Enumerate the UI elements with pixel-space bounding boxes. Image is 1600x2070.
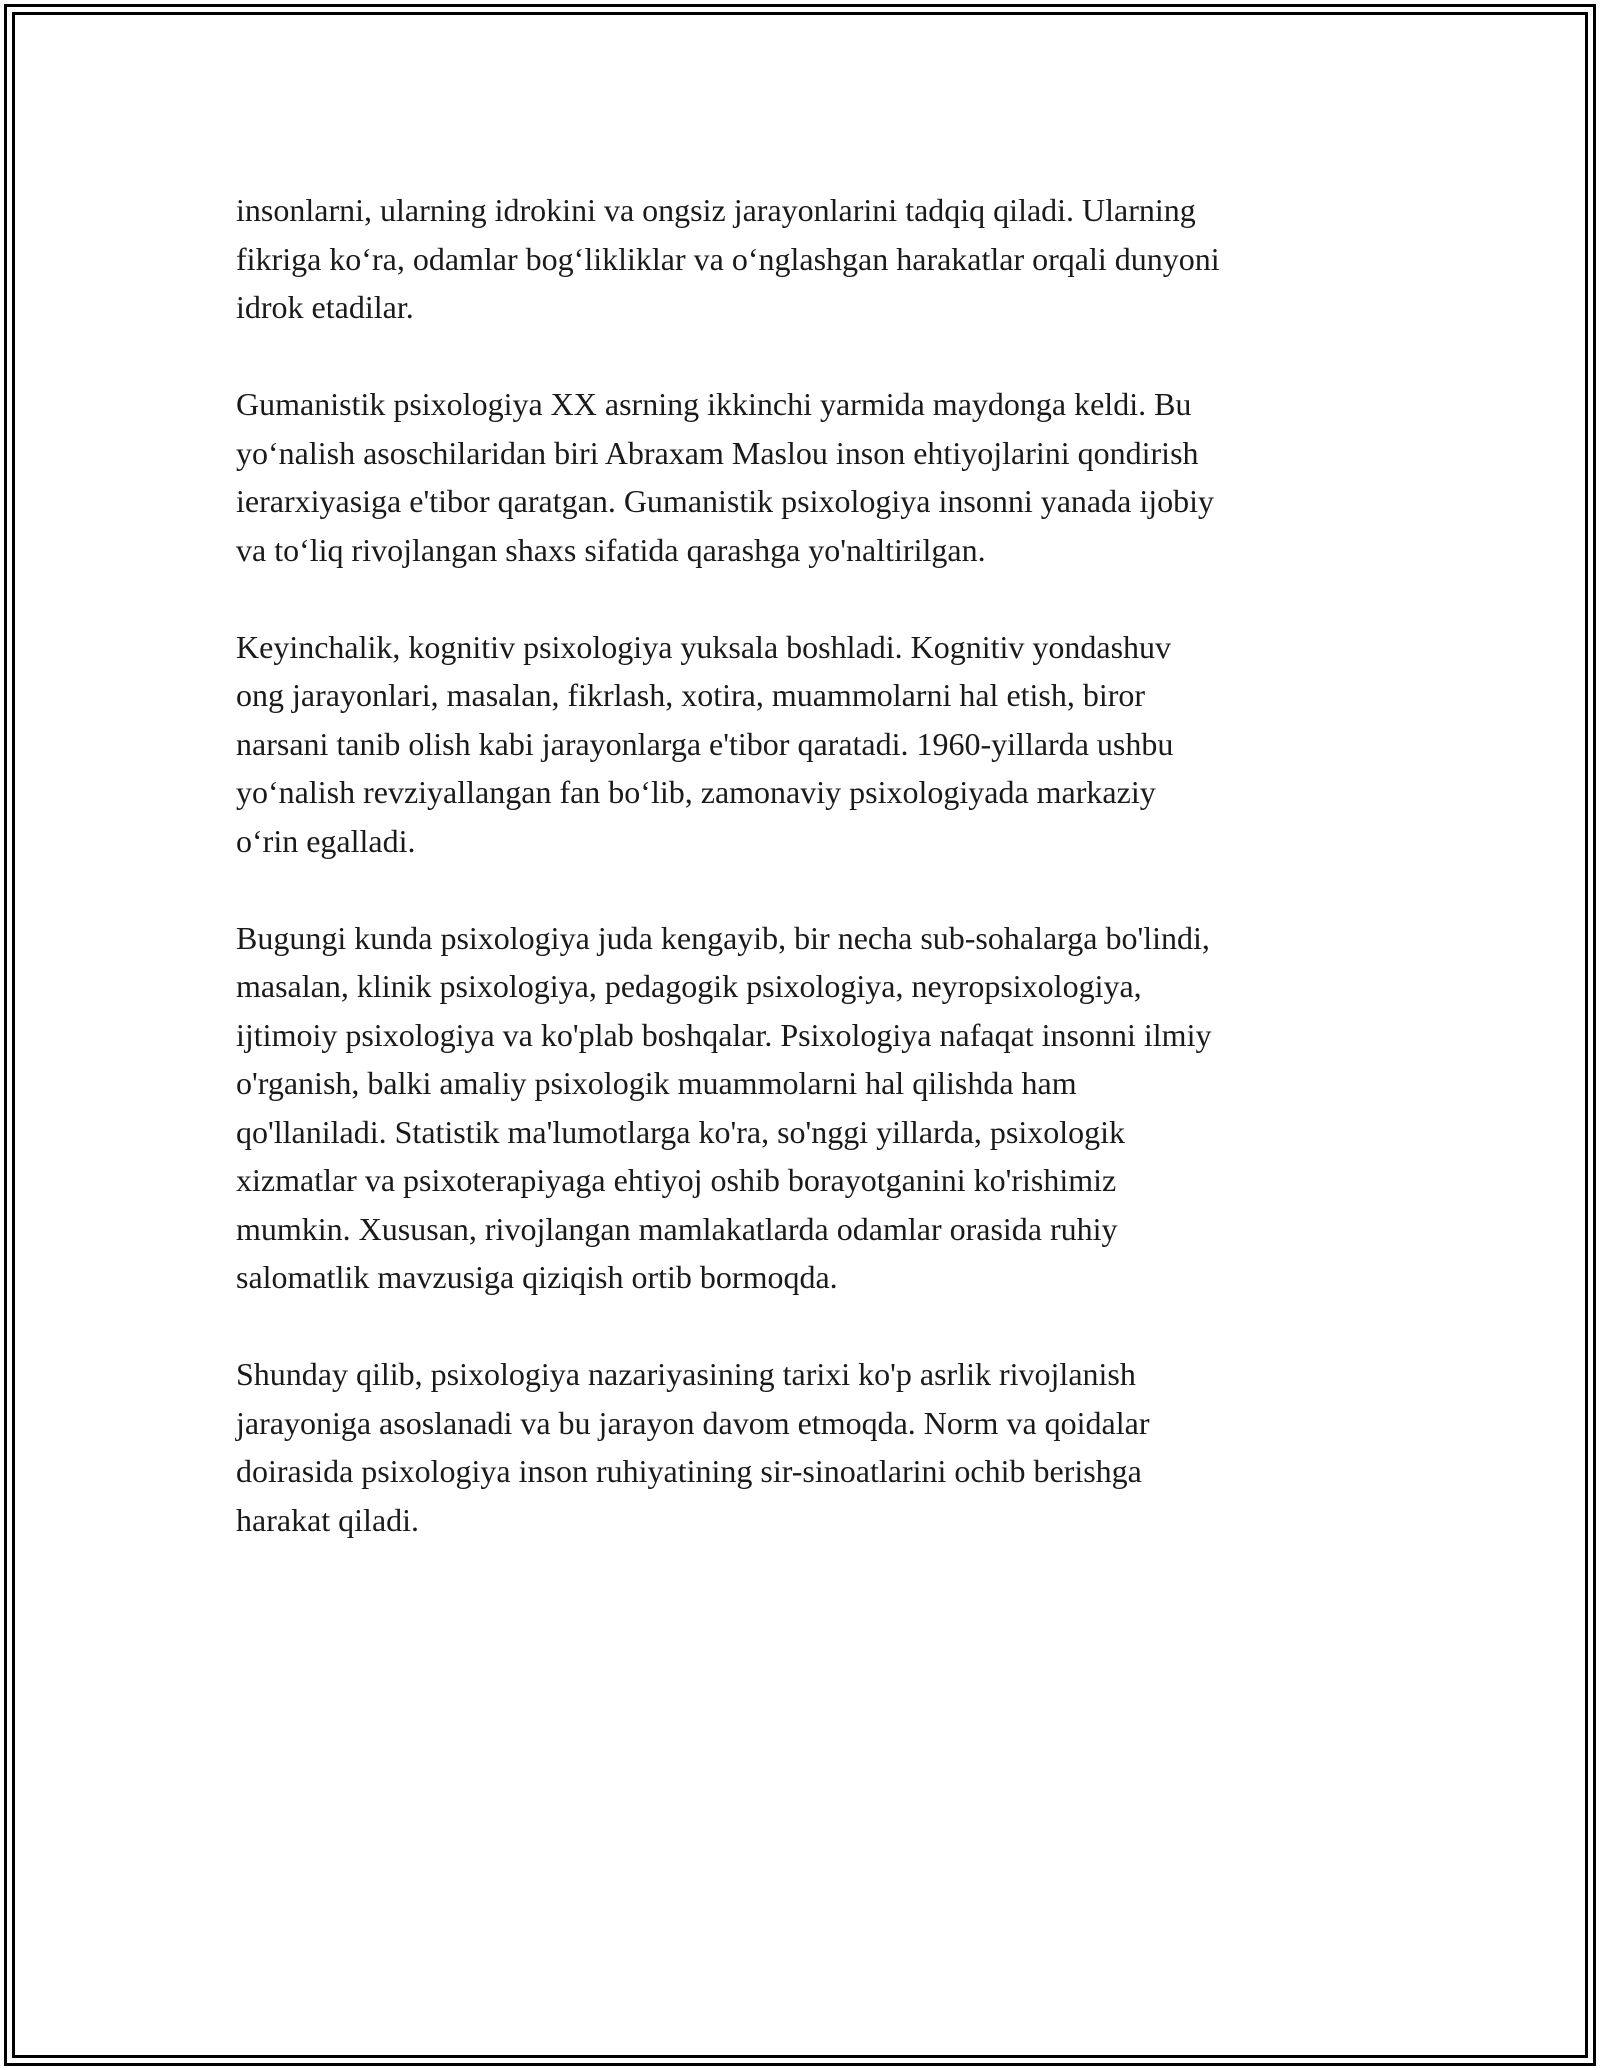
paragraph: [236, 186, 1376, 332]
text-line: mumkin. Xususan, rivojlangan mamlakatlarda odamlar orasida ruhiy: [236, 1210, 1118, 1247]
text-line: narsani tanib olish kabi jarayonlarga e'tibor qaratadi. 1960-yillarda ushbu: [236, 725, 1174, 762]
document-body: [236, 186, 1376, 1593]
text-line: harakat qiladi.: [236, 1501, 420, 1538]
text-line: idrok etadilar.: [236, 289, 414, 325]
text-line: insonlarni, ularning idrokini va ongsiz jarayonlarini tadqiq qiladi. Ularning: [236, 192, 1196, 228]
text-line: qo'llaniladi. Statistik ma'lumotlarga ko'ra, so'nggi yillarda, psixologik: [236, 1113, 1126, 1150]
text-line: ierarxiyasiga e'tibor qaratgan. Gumanistik psixologiya insonni yanada ijobiy: [236, 483, 1214, 519]
paragraph: [236, 1350, 1376, 1544]
text-line: fikriga ko‘ra, odamlar bog‘likliklar va o‘nglashgan harakatlar orqali dunyoni: [236, 240, 1220, 277]
text-line: Gumanistik psixologiya XX asrning ikkinchi yarmida maydonga keldi. Bu: [236, 386, 1192, 422]
text-line: jarayoniga asoslanadi va bu jarayon davom etmoqda. Norm va qoidalar: [236, 1404, 1150, 1441]
text-line: o‘rin egalladi.: [236, 822, 416, 859]
text-line: masalan, klinik psixologiya, pedagogik psixologiya, neyropsixologiya,: [236, 968, 1142, 1004]
paragraph: [236, 380, 1376, 574]
text-line: ijtimoiy psixologiya va ko'plab boshqalar. Psixologiya nafaqat insonni ilmiy: [236, 1016, 1212, 1053]
text-line: Keyinchalik, kognitiv psixologiya yuksala boshladi. Kognitiv yondashuv: [236, 628, 1172, 665]
text-line: Bugungi kunda psixologiya juda kengayib, bir necha sub-sohalarga bo'lindi,: [236, 919, 1210, 956]
paragraph: [236, 623, 1376, 866]
text-line: Shunday qilib, psixologiya nazariyasining tarixi ko'p asrlik rivojlanish: [236, 1356, 1136, 1392]
text-line: doirasida psixologiya inson ruhiyatining sir-sinoatlarini ochib berishga: [236, 1453, 1142, 1489]
text-line: va to‘liq rivojlangan shaxs sifatida qarashga yo'naltirilgan.: [236, 531, 986, 568]
text-line: xizmatlar va psixoterapiyaga ehtiyoj oshib borayotganini ko'rishimiz: [236, 1162, 1117, 1198]
text-line: yo‘nalish asoschilaridan biri Abraxam Maslou inson ehtiyojlarini qondirish: [236, 434, 1199, 471]
text-line: salomatlik mavzusiga qiziqish ortib bormoqda.: [236, 1259, 838, 1295]
text-line: ong jarayonlari, masalan, fikrlash, xotira, muammolarni hal etish, biror: [236, 677, 1146, 713]
text-line: yo‘nalish revziyallangan fan bo‘lib, zamonaviy psixologiyada markaziy: [236, 774, 1156, 810]
paragraph: [236, 914, 1376, 1302]
text-line: o'rganish, balki amaliy psixologik muammolarni hal qilishda ham: [236, 1065, 1077, 1101]
